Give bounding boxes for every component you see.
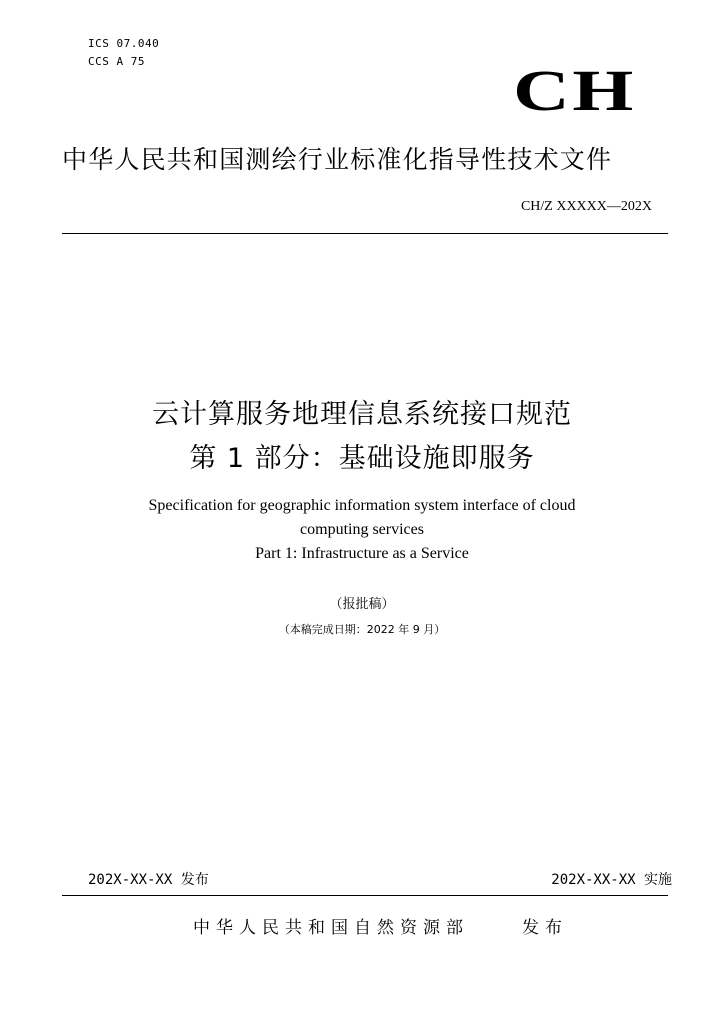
draft-status: （报批稿） [329, 597, 395, 612]
ccs-code: CCS A 75 [88, 55, 145, 68]
chinese-title-line-1: 云计算服务地理信息系统接口规范 [152, 399, 572, 430]
release-date: 202X-XX-XX 发布 [88, 872, 209, 888]
english-title-line-2: computing services [300, 521, 424, 538]
ics-code: ICS 07.040 [88, 37, 160, 50]
chinese-title-line-2: 第 1 部分：基础设施即服务 [189, 443, 535, 474]
document-code: CH/Z XXXXX—202X [520, 199, 652, 214]
ch-logo: CH [513, 58, 636, 123]
organization-title: 中华人民共和国测绘行业标准化指导性技术文件 [62, 145, 613, 174]
top-divider [62, 233, 668, 234]
english-title-line-3: Part 1: Infrastructure as a Service [255, 545, 469, 562]
english-title-line-1: Specification for geographic information system interface of cloud [148, 497, 576, 514]
implementation-date: 202X-XX-XX 实施 [551, 872, 672, 888]
draft-completion-date: （本稿完成日期：2022 年 9 月） [278, 623, 446, 636]
issue-label: 发布 [522, 918, 568, 938]
issuing-authority: 中华人民共和国自然资源部 [193, 918, 469, 938]
bottom-divider [62, 895, 668, 896]
